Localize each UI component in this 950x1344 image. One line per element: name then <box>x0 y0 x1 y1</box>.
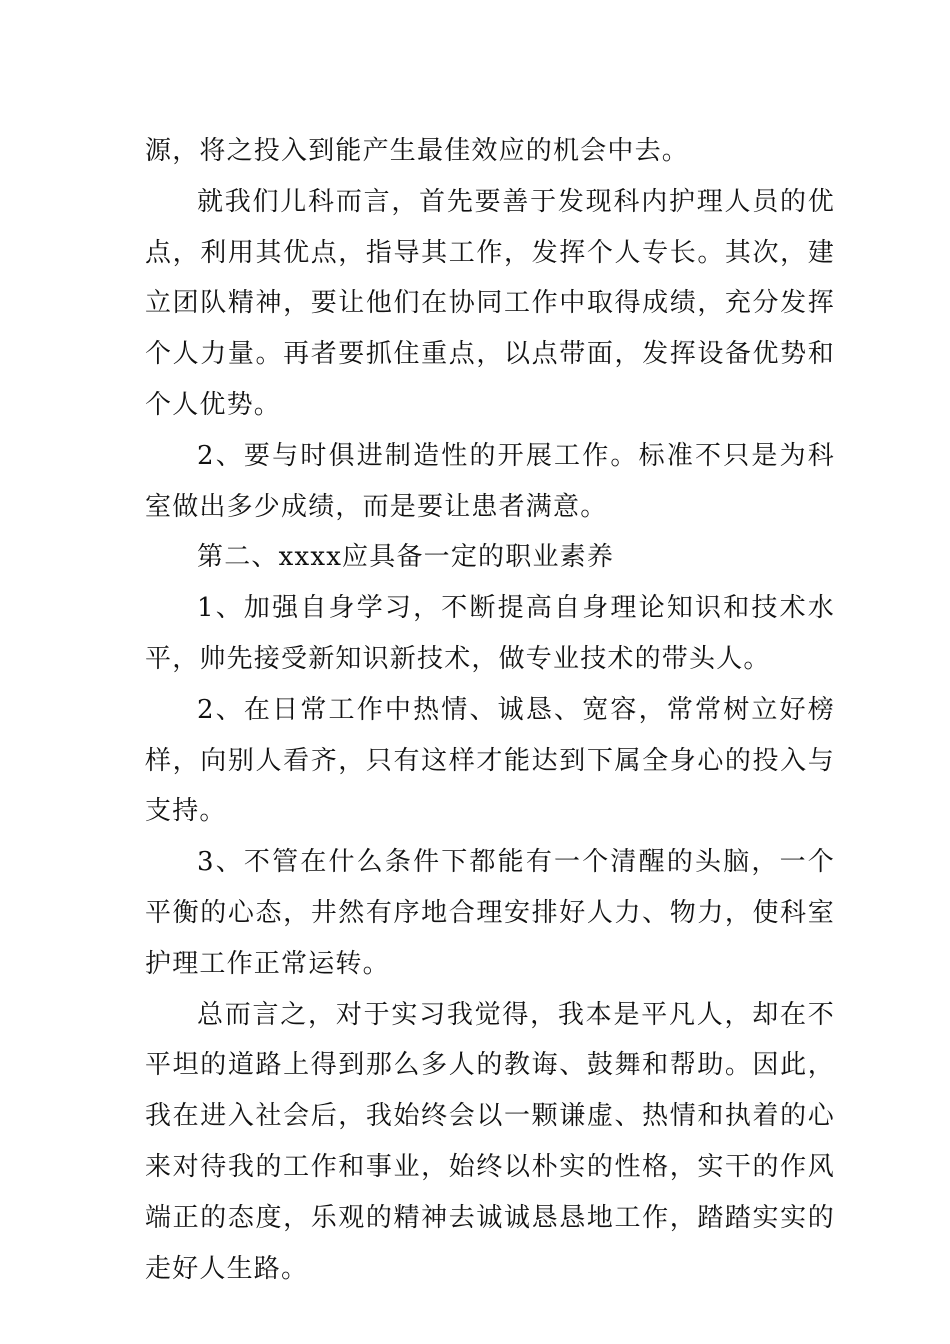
paragraph: 1、加强自身学习，不断提高自身理论知识和技术水平，帅先接受新知识新技术，做专业技术的带头人。 <box>145 593 835 674</box>
paragraph: 源，将之投入到能产生最佳效应的机会中去。 <box>145 136 690 166</box>
paragraph: 总而言之，对于实习我觉得，我本是平凡人，却在不平坦的道路上得到那么多人的教诲、鼓舞和帮助。因此，我在进入社会后，我始终会以一颗谦虚、热情和执着的心来对待我的工作和事业，始终以朴实的性格，实干的作风端正的态度，乐观的精神去诚诚恳恳地工作，踏踏实实的走好人生路。 <box>145 999 835 1284</box>
section-heading: 第二、xxxx应具备一定的职业素养 <box>197 542 615 573</box>
paragraph: 3、不管在什么条件下都能有一个清醒的头脑，一个平衡的心态，井然有序地合理安排好人力、物力，使科室护理工作正常运转。 <box>145 847 835 979</box>
document-body <box>145 126 835 1294</box>
paragraph: 就我们儿科而言，首先要善于发现科内护理人员的优点，利用其优点，指导其工作，发挥个人专长。其次，建立团队精神，要让他们在协同工作中取得成绩，充分发挥个人力量。再者要抓住重点，以点带面，发挥设备优势和个人优势。 <box>145 186 835 420</box>
paragraph: 2、要与时俱进制造性的开展工作。标准不只是为科室做出多少成绩，而是要让患者满意。 <box>145 440 835 522</box>
paragraph: 2、在日常工作中热情、诚恳、宽容，常常树立好榜样，向别人看齐，只有这样才能达到下属全身心的投入与支持。 <box>145 694 835 827</box>
